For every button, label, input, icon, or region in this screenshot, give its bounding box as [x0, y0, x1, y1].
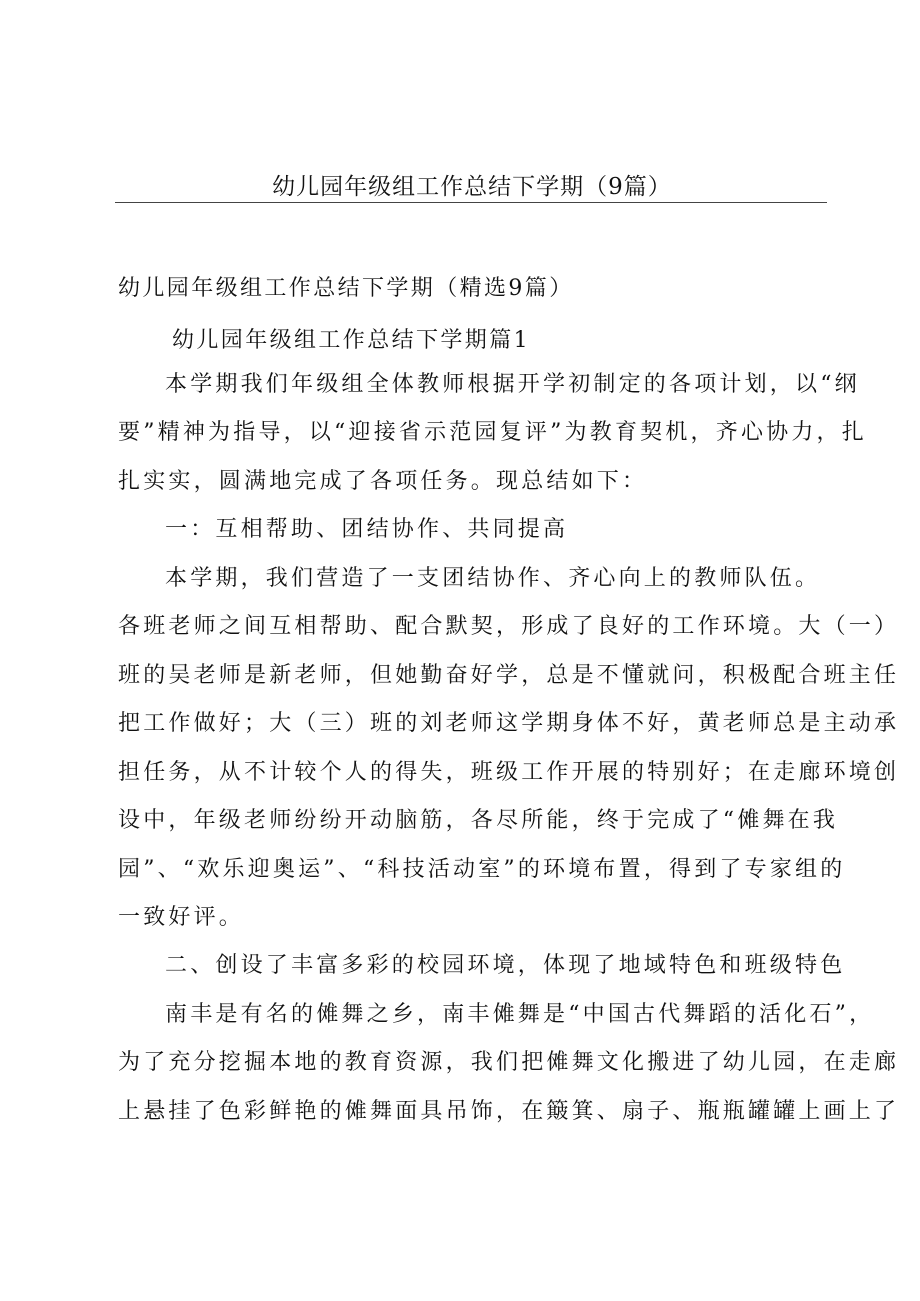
paragraph-line: 扎实实，圆满地完成了各项任务。现总结如下：	[118, 469, 648, 494]
paragraph-line: 班的吴老师是新老师，但她勤奋好学，总是不懂就问，积极配合班主任	[118, 663, 900, 688]
paragraph-line: 为了充分挖掘本地的教育资源，我们把傩舞文化搬进了幼儿园，在走廊	[118, 1050, 900, 1075]
document-title: 幼儿园年级组工作总结下学期（9篇）	[272, 174, 672, 200]
paragraph-line: 上悬挂了色彩鲜艳的傩舞面具吊饰，在簸箕、扇子、瓶瓶罐罐上画上了	[118, 1099, 900, 1124]
paragraph-line: 要”精神为指导，以“迎接省示范园复评”为教育契机，齐心协力，扎	[118, 420, 867, 445]
paragraph-line: 南丰是有名的傩舞之乡，南丰傩舞是“中国古代舞蹈的活化石”，	[165, 1002, 875, 1027]
section-heading: 一：互相帮助、团结协作、共同提高	[165, 517, 569, 542]
section-heading: 二、创设了丰富多彩的校园环境，体现了地域特色和班级特色	[165, 953, 846, 978]
title-underline	[115, 202, 827, 203]
document-subtitle: 幼儿园年级组工作总结下学期（精选9篇）	[118, 276, 574, 301]
paragraph-line: 本学期，我们营造了一支团结协作、齐心向上的教师队伍。	[165, 566, 821, 591]
paragraph-line: 把工作做好；大（三）班的刘老师这学期身体不好，黄老师总是主动承	[118, 711, 900, 736]
paragraph-line: 设中，年级老师纷纷开动脑筋，各尽所能，终于完成了“傩舞在我	[118, 808, 839, 833]
paragraph-line: 担任务，从不计较个人的得失，班级工作开展的特别好；在走廊环境创	[118, 760, 900, 785]
paragraph-line: 园”、“欢乐迎奥运”、“科技活动室”的环境布置，得到了专家组的	[118, 857, 846, 882]
section-title: 幼儿园年级组工作总结下学期篇1	[172, 328, 530, 353]
paragraph-line: 各班老师之间互相帮助、配合默契，形成了良好的工作环境。大（一）	[118, 614, 900, 639]
paragraph-line: 一致好评。	[118, 905, 245, 930]
paragraph-line: 本学期我们年级组全体教师根据开学初制定的各项计划，以“纲	[165, 372, 860, 397]
